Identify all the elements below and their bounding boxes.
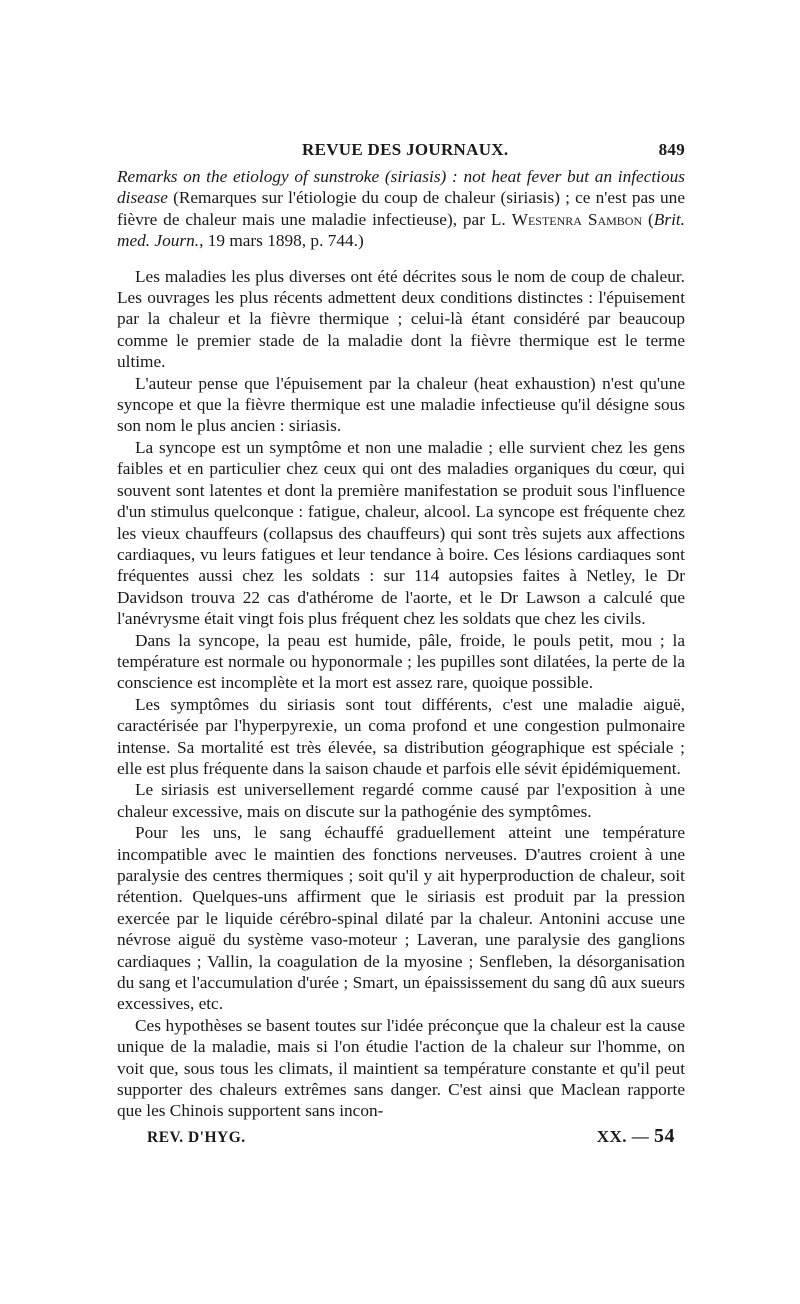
body-paragraph: Pour les uns, le sang échauffé graduellement atteint une température incompatible avec le maintien des fonctions nerveuses. D'autres croient à une paralysie des centres thermiques ; soit qu'il y ait hyperproduction de chaleur, soit rétention. Quelques-uns affirment que le siriasis est produit par la pression exercée par le liquide cérébro-spinal dilaté par la chaleur. Antonini accuse une névrose aiguë du système vaso-moteur ; Laveran, une paralysie des ganglions cardiaques ; Vallin, la coagulation de la myosine ; Senfleben, la désorganisation du sang et l'accumulation d'urée ; Smart, un épaississement du sang dû aux sueurs excessives, etc. [117,823,685,1014]
article-reference [117,166,685,252]
article-title: Remarks on the etiology of sunstroke (siriasis) : not heat fever but an infectious disease [117,167,685,208]
footer-journal: REV. D'HYG. [147,1128,246,1146]
body-paragraph: Les symptômes du siriasis sont tout différents, c'est une maladie aiguë, caractérisée par l'hyperpyrexie, un coma profond et une congestion pulmonaire intense. Sa mortalité est très élevée, sa distribution géographique est spéciale ; elle est plus fréquente dans la saison chaude et parfois elle sévit épidémiquement. [117,694,685,778]
body-paragraph: Dans la syncope, la peau est humide, pâle, froide, le pouls petit, mou ; la température est normale ou hyponormale ; les pupilles sont dilatées, la perte de la conscience est incomplète et la mort est assez rare, quoique possible. [117,630,685,693]
body-paragraph: Le siriasis est universellement regardé comme causé par l'exposition à une chaleur excessive, mais on discute sur la pathogénie des symptômes. [117,780,685,821]
article-author: Westenra Sambon [511,209,643,229]
footer-signature-number: 54 [654,1124,675,1147]
footer-volume: XX. — [596,1126,654,1146]
citation-open: ( [642,209,654,229]
running-title: REVUE DES JOURNAUX. [302,140,509,159]
body-paragraph: Ces hypothèses se basent toutes sur l'idée préconçue que la chaleur est la cause unique de la maladie, mais si l'on étudie l'action de la chaleur sur l'homme, on voit que, sous tous les climats, il maintient sa température constante et qu'il peut supporter des chaleurs extrêmes sans danger. C'est ainsi que Maclean rapporte que les Chinois supportent sans incon- [117,1015,685,1121]
body-paragraph: La syncope est un symptôme et non une maladie ; elle survient chez les gens faibles et en particulier chez ceux qui ont des maladies organiques du cœur, qui souvent sont latentes et dont la première manifestation se produit sous l'influence d'un stimulus quelconque : fatigue, chaleur, alcool. La syncope est fréquente chez les vieux chauffeurs (collapsus des chauffeurs) qui sont très sujets aux affections cardiaques, vu leurs fatigues et leur tendance à boire. Ces lésions cardiaques sont fréquentes aussi chez les soldats : sur 114 autopsies faites à Netley, le Dr Davidson trouva 22 cas d'athérome de l'aorte, et le Dr Lawson a calculé que l'anévrysme était vingt fois plus fréquent chez les soldats que chez les civils. [117,437,685,629]
footer-signature [597,1125,675,1148]
page-footer [117,1125,685,1148]
article-body [117,266,685,1122]
body-paragraph: L'auteur pense que l'épuisement par la chaleur (heat exhaustion) n'est qu'une syncope et que la fièvre thermique est une maladie infectieuse qu'il désigne sous son nom le plus ancien : siriasis. [117,373,685,436]
text-column [117,140,685,1148]
article-summary: (Remarques sur l'étiologie du coup de chaleur (siriasis) ; ce n'est pas une fièvre de chaleur mais une maladie infectieuse), par L. [117,188,685,229]
running-header [117,140,685,160]
citation-journal: Brit. med. Journ. [117,209,686,251]
body-paragraph: Les maladies les plus diverses ont été décrites sous le nom de coup de chaleur. Les ouvrages les plus récents admettent deux conditions distinctes : l'épuisement par la chaleur et la fièvre thermique ; celui-là étant considéré par beaucoup comme le premier stade de la maladie dont la fièvre thermique est le terme ultime. [117,266,685,372]
citation-details: , 19 mars 1898, p. 744.) [199,231,364,251]
page-number: 849 [658,140,685,159]
